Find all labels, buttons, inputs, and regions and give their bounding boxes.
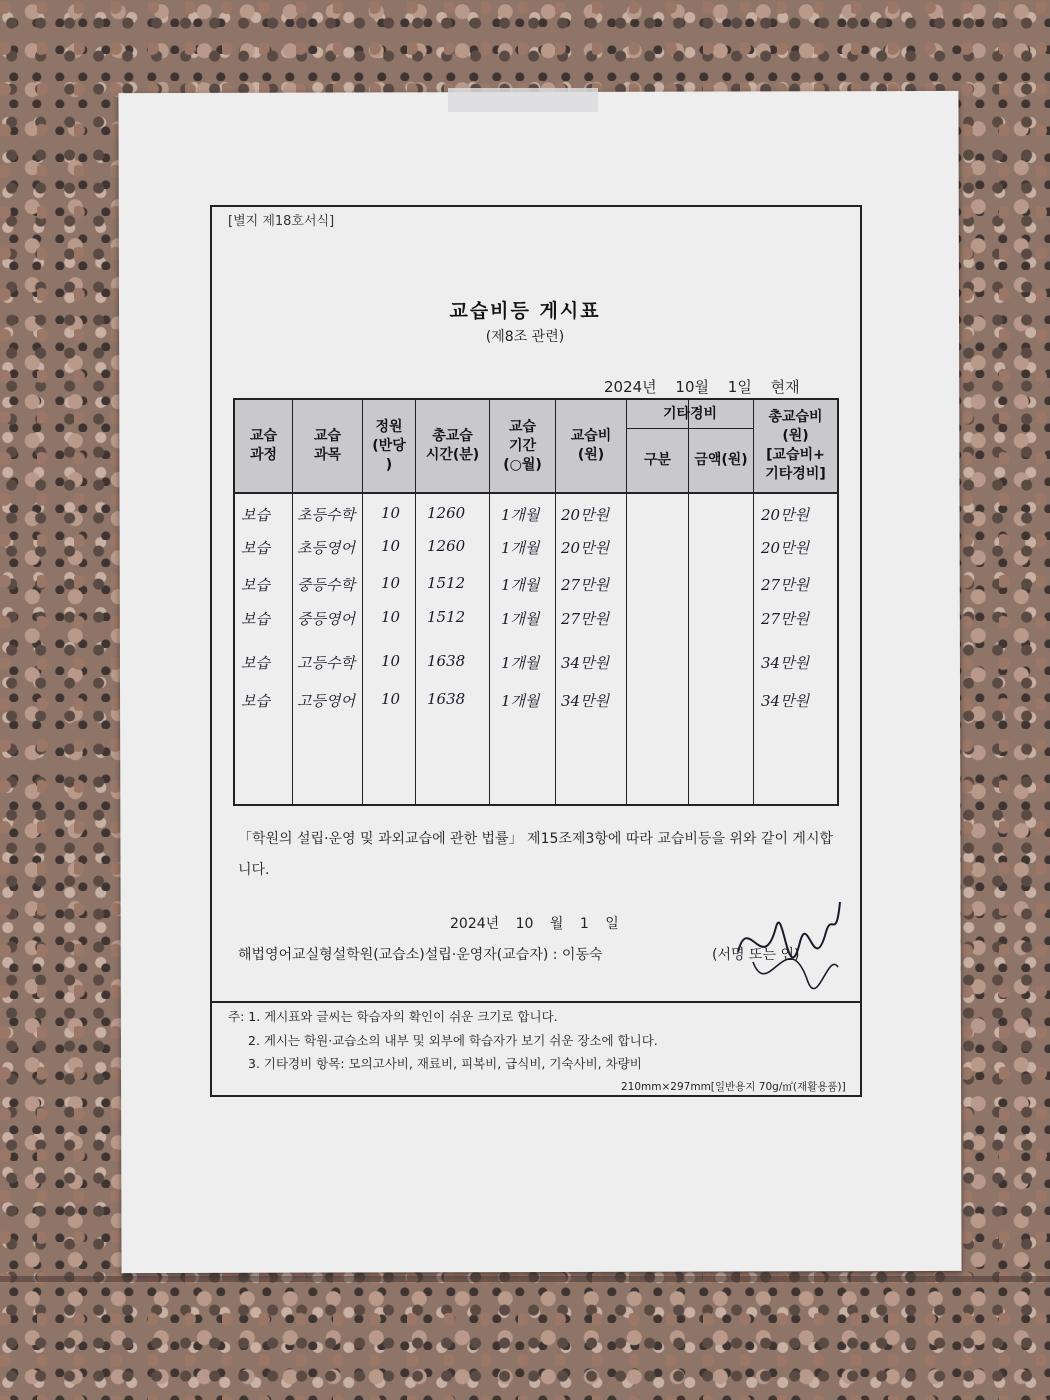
- cell-minutes: 1260: [427, 504, 466, 522]
- cell-fee: 20만원: [561, 539, 610, 557]
- sign-date: 2024년 10 월 1 일: [450, 916, 619, 932]
- cell-period: 1개월: [501, 654, 540, 672]
- cell-course: 보습: [241, 692, 270, 710]
- header-course: 교습 과정: [249, 428, 278, 463]
- cell-course: 보습: [241, 539, 270, 557]
- cell-period: 1개월: [501, 610, 540, 628]
- paper-spec: 210mm×297mm[일반용지 70g/㎡(재활용품)]: [621, 1081, 846, 1093]
- cell-capacity: 10: [381, 690, 401, 708]
- cell-capacity: 10: [381, 504, 401, 522]
- as-of-date: 2024년 10월 1일 현재: [604, 378, 800, 396]
- header-period: 교습 기간 (○월): [503, 418, 542, 473]
- cell-capacity: 10: [381, 574, 401, 592]
- cell-total: 34만원: [761, 654, 810, 672]
- header-total-minutes: 총교습 시간(분): [425, 428, 480, 463]
- cell-capacity: 10: [381, 608, 401, 626]
- cell-total: 27만원: [761, 610, 810, 628]
- cell-fee: 20만원: [561, 506, 610, 524]
- legal-statement: 「학원의 설립·운영 및 과외교습에 관한 법률」 제15조제3항에 따라 교습비등을 위와 같이 게시합니다.: [238, 831, 833, 878]
- cell-capacity: 10: [381, 652, 401, 670]
- cell-subject: 고등수학: [297, 654, 355, 672]
- header-subject: 교습 과목: [313, 428, 342, 463]
- cell-subject: 초등수학: [297, 506, 355, 524]
- cell-fee: 27만원: [561, 610, 610, 628]
- cell-minutes: 1638: [427, 652, 466, 670]
- tape: [448, 88, 598, 112]
- cell-minutes: 1512: [427, 574, 466, 592]
- signer-line: 해법영어교실형설학원(교습소)설립·운영자(교습자) : 이동숙: [238, 947, 603, 963]
- page-subtitle: (제8조 관련): [485, 329, 565, 345]
- cell-course: 보습: [241, 654, 270, 672]
- cell-capacity: 10: [381, 537, 401, 555]
- header-other-expenses: 기타경비: [662, 405, 718, 422]
- seal-label: (서명 또는 인): [712, 947, 800, 963]
- cell-period: 1개월: [501, 539, 540, 557]
- form-code: [별지 제18호서식]: [228, 214, 335, 229]
- cell-course: 보습: [241, 610, 270, 628]
- header-other-amount: 금액(원): [694, 452, 748, 468]
- header-other-type: 구분: [643, 452, 672, 468]
- cell-minutes: 1512: [427, 608, 466, 626]
- notes-divider: [212, 1001, 860, 1003]
- page-title: 교습비등 게시표: [449, 300, 601, 322]
- cell-period: 1개월: [501, 506, 540, 524]
- cell-period: 1개월: [501, 576, 540, 594]
- header-capacity: 정원 (반당 ): [372, 418, 406, 473]
- cell-total: 27만원: [761, 576, 810, 594]
- note-3: 3. 기타경비 항목: 모의고사비, 재료비, 피복비, 급식비, 기숙사비, 차량비: [248, 1056, 642, 1071]
- cell-fee: 27만원: [561, 576, 610, 594]
- header-total-fee: 총교습비 (원) [교습비+ 기타경비]: [765, 409, 826, 482]
- cell-subject: 초등영어: [297, 539, 355, 557]
- cell-course: 보습: [241, 506, 270, 524]
- cell-fee: 34만원: [561, 692, 610, 710]
- cell-total: 34만원: [761, 692, 810, 710]
- cell-minutes: 1260: [427, 537, 466, 555]
- cell-total: 20만원: [761, 506, 810, 524]
- note-1: 주: 1. 게시표와 글씨는 학습자의 확인이 쉬운 크기로 합니다.: [228, 1009, 558, 1024]
- cell-minutes: 1638: [427, 690, 466, 708]
- cell-subject: 중등영어: [297, 610, 355, 628]
- fee-table: [233, 398, 839, 806]
- cell-subject: 중등수학: [297, 576, 355, 594]
- cell-total: 20만원: [761, 539, 810, 557]
- cell-subject: 고등영어: [297, 692, 355, 710]
- note-2: 2. 게시는 학원·교습소의 내부 및 외부에 학습자가 보기 쉬운 장소에 합니다.: [248, 1033, 658, 1048]
- cell-course: 보습: [241, 576, 270, 594]
- wall-seam: [0, 1276, 1050, 1282]
- cell-fee: 34만원: [561, 654, 610, 672]
- header-fee: 교습비 (원): [570, 428, 612, 463]
- cell-period: 1개월: [501, 692, 540, 710]
